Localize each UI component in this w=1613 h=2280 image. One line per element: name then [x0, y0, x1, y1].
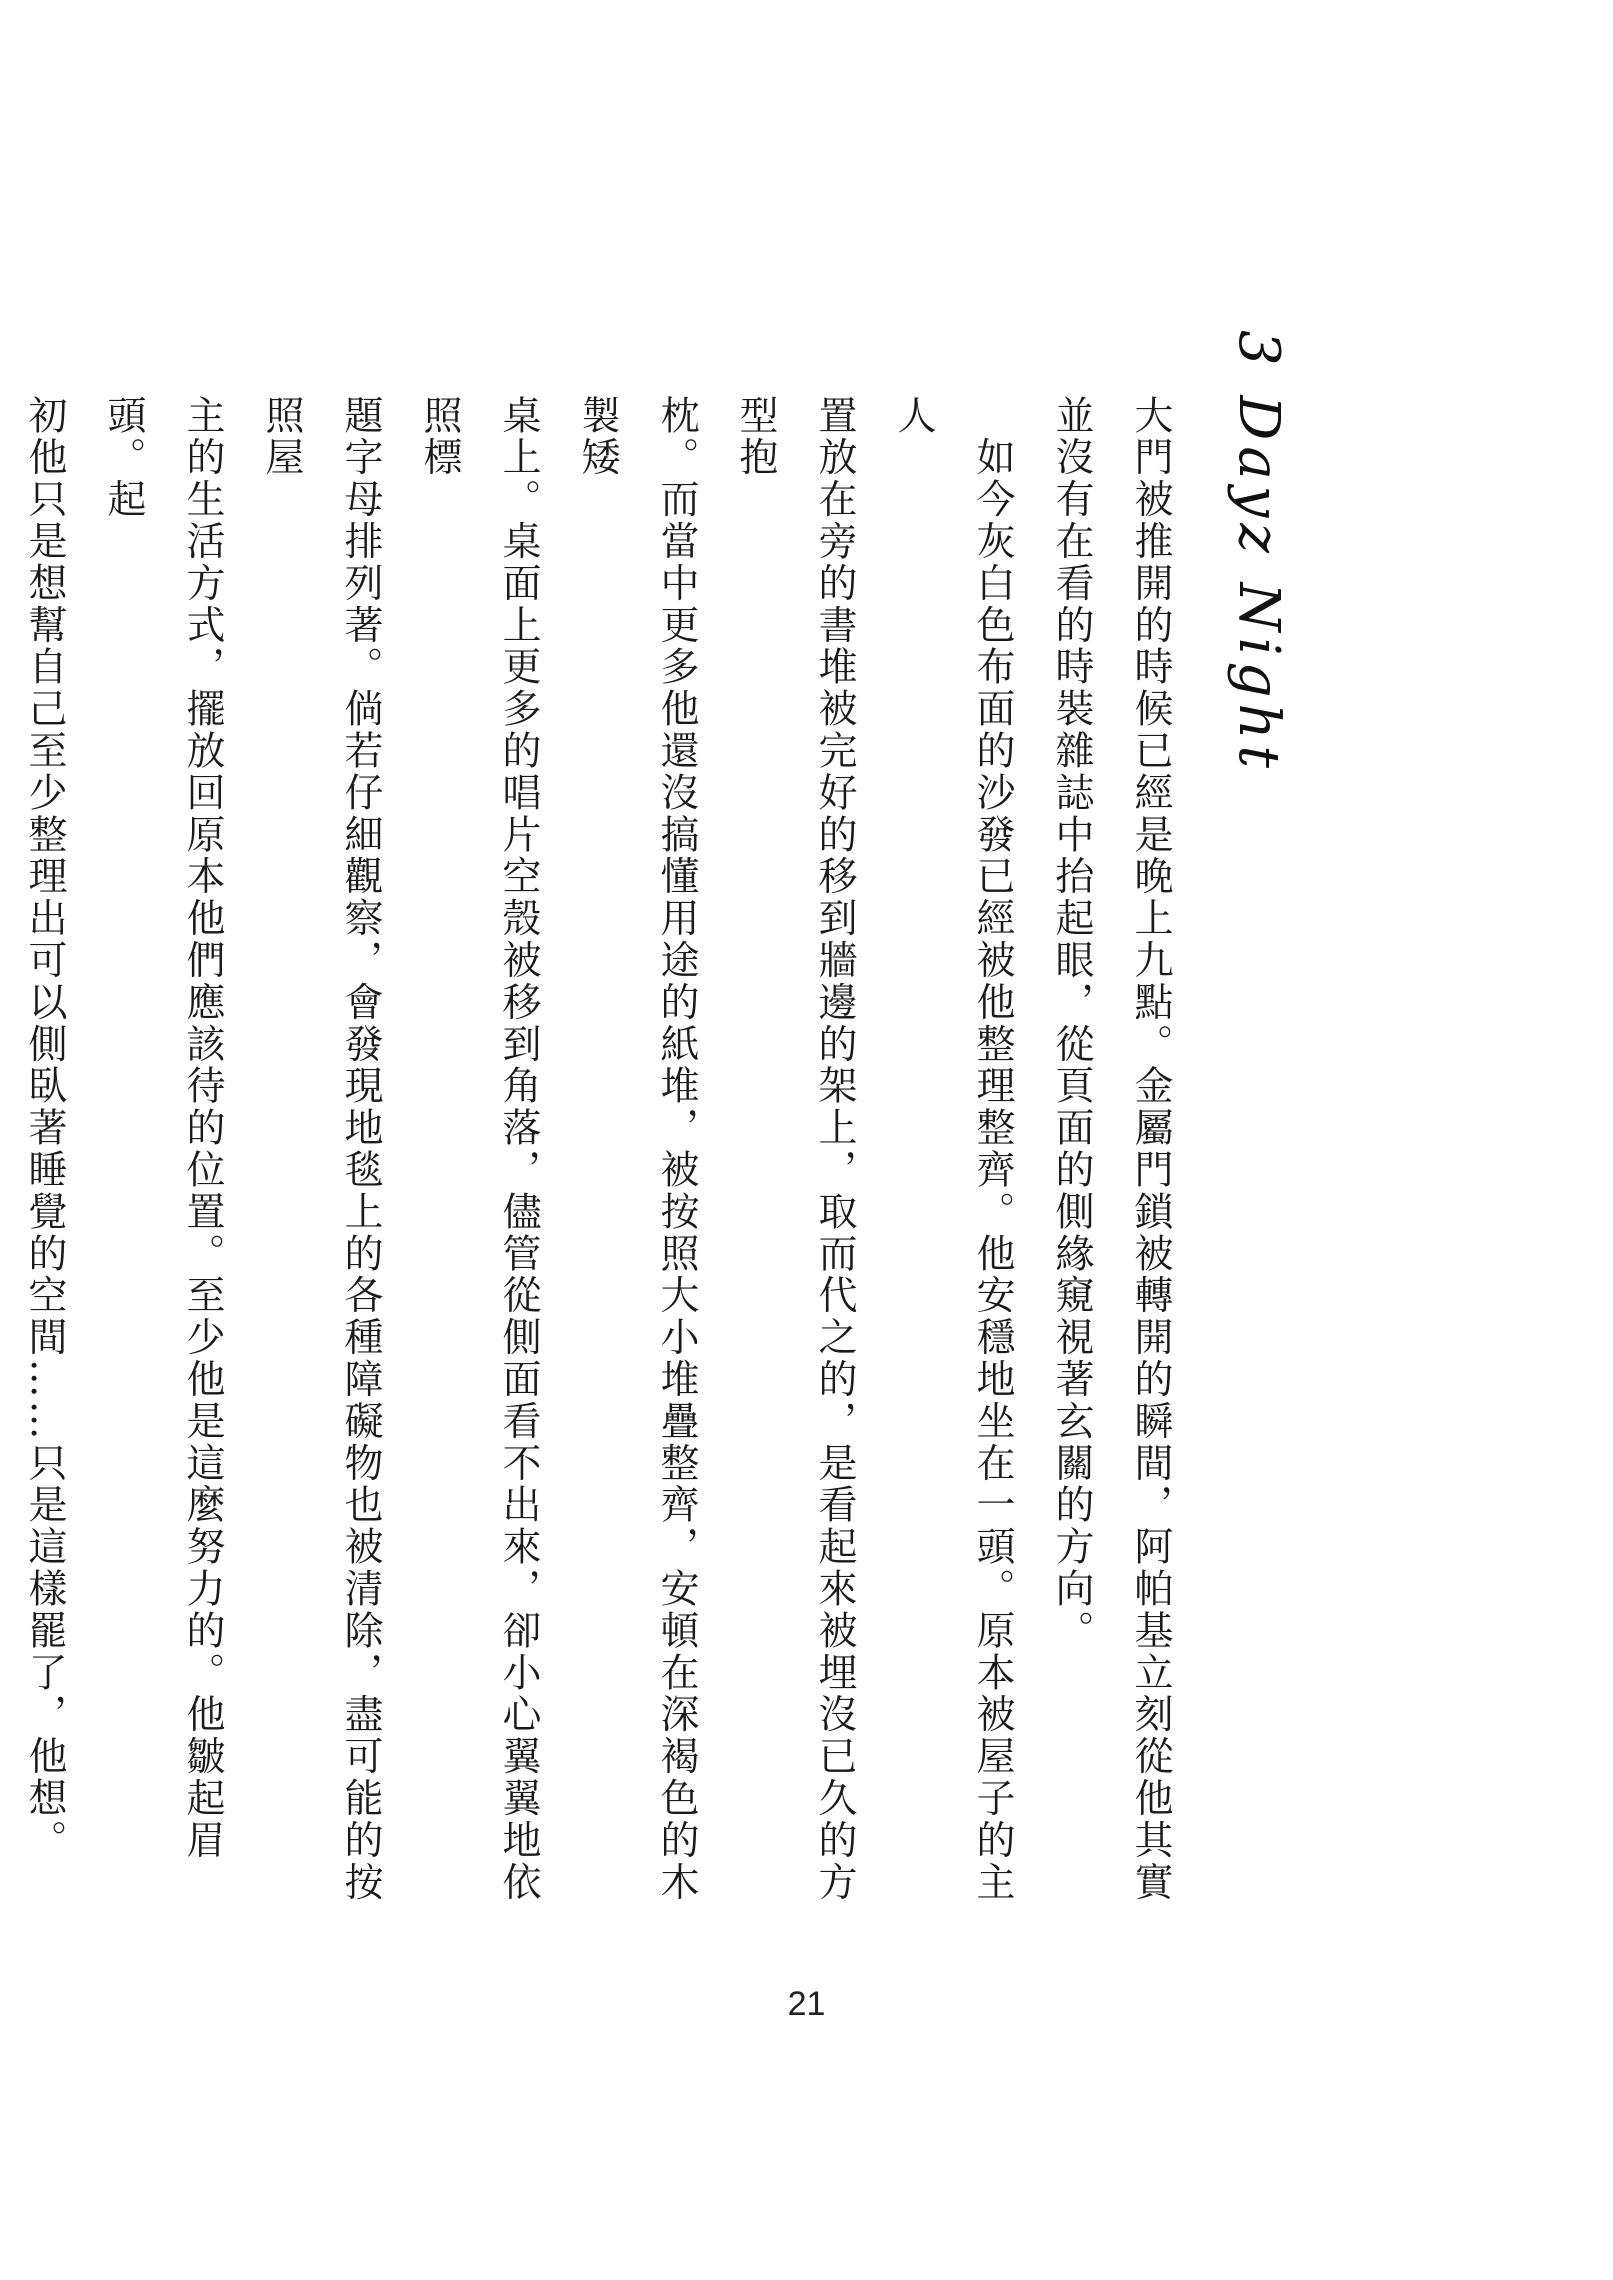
body-text [22, 395, 1190, 1935]
page-number: 21 [787, 1985, 826, 2023]
paragraph-3 [0, 395, 5, 1935]
chapter-header: 3 Dayz Night [1226, 330, 1291, 774]
paragraph-2: 如今灰白色布面的沙發已經被他整理整齊。他安穩地坐在一頭。原本被屋子的主人 置放在旁的書堆被完好的移到牆邊的架上，取而代之的，是看起來被埋沒已久的方型抱 枕。而當中更多他還沒搞懂用途的紙堆，被按照大小堆疊整齊，安頓在深褐色的木製矮 桌上。桌面上更多的唱片空殼被移到角落，儘管從側面看不出來，卻小心翼翼地依照標 題字母排列著。倘若仔細觀察，會發現地毯上的各種障礙物也被清除，盡可能的按照屋 主的生活方式，擺放回原本他們應該待的位置。至少他是這麼努力的。他皺起眉頭。起 初他只是想幫自己至少整理出可以側臥著睡覺的空間……只是這樣罷了，他想。 [22, 395, 1015, 1904]
paragraph-1: 大門被推開的時候已經是晚上九點。金屬門鎖被轉開的瞬間，阿帕基立刻從他其實 並沒有在看的時裝雜誌中抬起眼，從頁面的側緣窺視著玄關的方向。 [1049, 395, 1173, 1904]
